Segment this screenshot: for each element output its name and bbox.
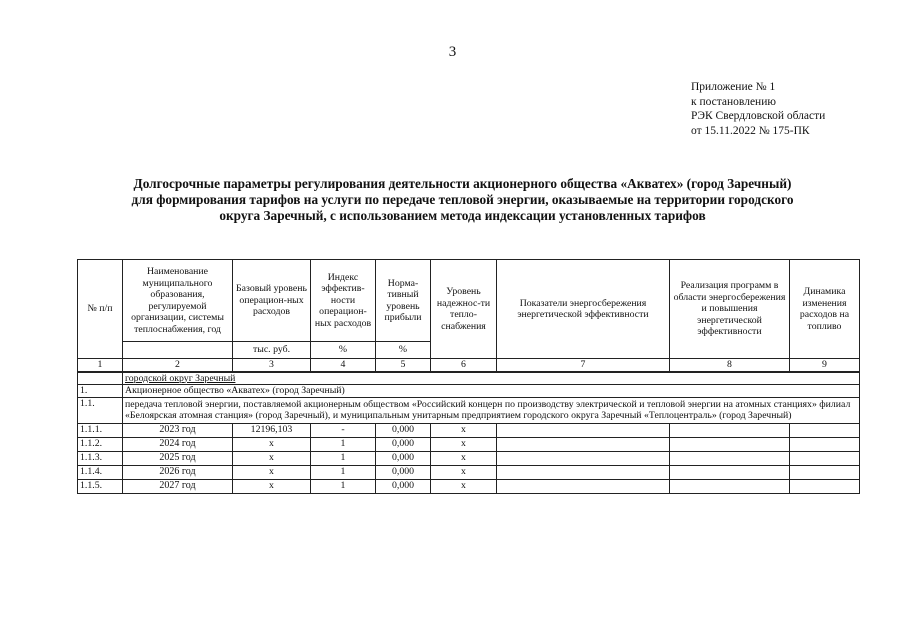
row-profit-level: 0,000 [376, 465, 431, 479]
row-energy-programs [670, 479, 790, 493]
row-energy-programs [670, 465, 790, 479]
row-fuel-dynamics [790, 465, 860, 479]
table-row [78, 465, 860, 479]
column-numbers-row [78, 359, 860, 372]
row-number: 1.1.2. [78, 437, 123, 451]
row-number: 1.1.1. [78, 423, 123, 437]
row-profit-level: 0,000 [376, 437, 431, 451]
appendix-line: Приложение № 1 [691, 81, 776, 93]
row-base-costs: 12196,103 [233, 423, 311, 437]
unit-efficiency-index: % [311, 342, 376, 359]
table-row [78, 451, 860, 465]
column-number: 1 [78, 359, 123, 372]
row-year: 2025 год [123, 451, 233, 465]
appendix-line: от 15.11.2022 № 175-ПК [691, 124, 810, 137]
row-energy-programs [670, 437, 790, 451]
column-number: 7 [497, 359, 670, 372]
row-reliability: x [431, 465, 497, 479]
column-number: 9 [790, 359, 860, 372]
row-fuel-dynamics [790, 451, 860, 465]
table-row [78, 479, 860, 493]
appendix-line: РЭК Свердловской области [691, 110, 826, 122]
column-number: 5 [376, 359, 431, 372]
row-base-costs: x [233, 479, 311, 493]
system-number: 1.1. [78, 397, 123, 423]
system-name: передача тепловой энергии, поставляемой акционерным обществом «Российский концерн по производству электрической и тепловой энергии на атомных станциях» филиал «Белоярская атомная станция» (город Заречный), и муниципальным унитарным предприятием городского округа Заречный «Теплоцентраль» (город Заречный) [123, 397, 860, 423]
column-number: 8 [670, 359, 790, 372]
row-base-costs: x [233, 451, 311, 465]
row-reliability: x [431, 479, 497, 493]
header-number: № п/п [78, 260, 123, 359]
appendix-line: к постановлению [691, 95, 776, 108]
row-fuel-dynamics [790, 479, 860, 493]
column-number: 3 [233, 359, 311, 372]
column-number: 2 [123, 359, 233, 372]
row-year: 2024 год [123, 437, 233, 451]
row-energy-saving [497, 465, 670, 479]
row-efficiency-index: 1 [311, 465, 376, 479]
appendix-note [691, 80, 825, 138]
row-energy-saving [497, 479, 670, 493]
organization-name: Акционерное общество «Акватех» (город Заречный) [123, 385, 860, 398]
row-energy-programs [670, 423, 790, 437]
row-fuel-dynamics [790, 437, 860, 451]
row-efficiency-index: 1 [311, 451, 376, 465]
row-energy-saving [497, 451, 670, 465]
organization-row [78, 385, 860, 398]
parameters-table [77, 259, 860, 494]
unit-profit-level: % [376, 342, 431, 359]
document-title [60, 176, 865, 224]
row-reliability: x [431, 423, 497, 437]
row-base-costs: x [233, 437, 311, 451]
section-row [78, 372, 860, 385]
row-year: 2023 год [123, 423, 233, 437]
page-number: 3 [448, 44, 457, 60]
row-reliability: x [431, 437, 497, 451]
header-energy-programs: Реализация программ в области энергосбережения и повышения энергетической эффективности [670, 260, 790, 359]
row-profit-level: 0,000 [376, 451, 431, 465]
header-fuel-dynamics: Динамика изменения расходов на топливо [790, 260, 860, 359]
row-number: 1.1.4. [78, 465, 123, 479]
row-base-costs: x [233, 465, 311, 479]
header-base-costs: Базовый уровень операцион-ных расходов [233, 260, 311, 342]
row-efficiency-index: 1 [311, 437, 376, 451]
header-profit-level: Норма-тивный уровень прибыли [376, 260, 431, 342]
row-energy-saving [497, 423, 670, 437]
header-reliability: Уровень надежнос-ти тепло-снабжения [431, 260, 497, 359]
section-number-blank [78, 372, 123, 385]
title-line: округа Заречный, с использованием метода индексации установленных тарифов [219, 208, 706, 223]
row-profit-level: 0,000 [376, 479, 431, 493]
header-name: Наименование муниципального образования, регулируемой организации, системы теплоснабжения, год [123, 260, 233, 342]
organization-number: 1. [78, 385, 123, 398]
column-number: 4 [311, 359, 376, 372]
row-year: 2027 год [123, 479, 233, 493]
row-energy-programs [670, 451, 790, 465]
title-line: Долгосрочные параметры регулирования деятельности акционерного общества «Акватех» (город Заречный) [133, 176, 792, 191]
title-line: для формирования тарифов на услуги по передаче тепловой энергии, оказываемые на территории городского [131, 192, 794, 207]
row-year: 2026 год [123, 465, 233, 479]
header-energy-saving-indicators: Показатели энергосбережения энергетической эффективности [497, 260, 670, 359]
row-fuel-dynamics [790, 423, 860, 437]
unit-base-costs: тыс. руб. [233, 342, 311, 359]
row-efficiency-index: - [311, 423, 376, 437]
row-reliability: x [431, 451, 497, 465]
row-number: 1.1.3. [78, 451, 123, 465]
row-number: 1.1.5. [78, 479, 123, 493]
column-number: 6 [431, 359, 497, 372]
row-efficiency-index: 1 [311, 479, 376, 493]
system-row [78, 397, 860, 423]
row-energy-saving [497, 437, 670, 451]
table-row [78, 423, 860, 437]
row-profit-level: 0,000 [376, 423, 431, 437]
table-row [78, 437, 860, 451]
unit-name-blank [123, 342, 233, 359]
header-efficiency-index: Индекс эффектив-ности операцион-ных расходов [311, 260, 376, 342]
section-title: городской округ Заречный [123, 372, 860, 385]
